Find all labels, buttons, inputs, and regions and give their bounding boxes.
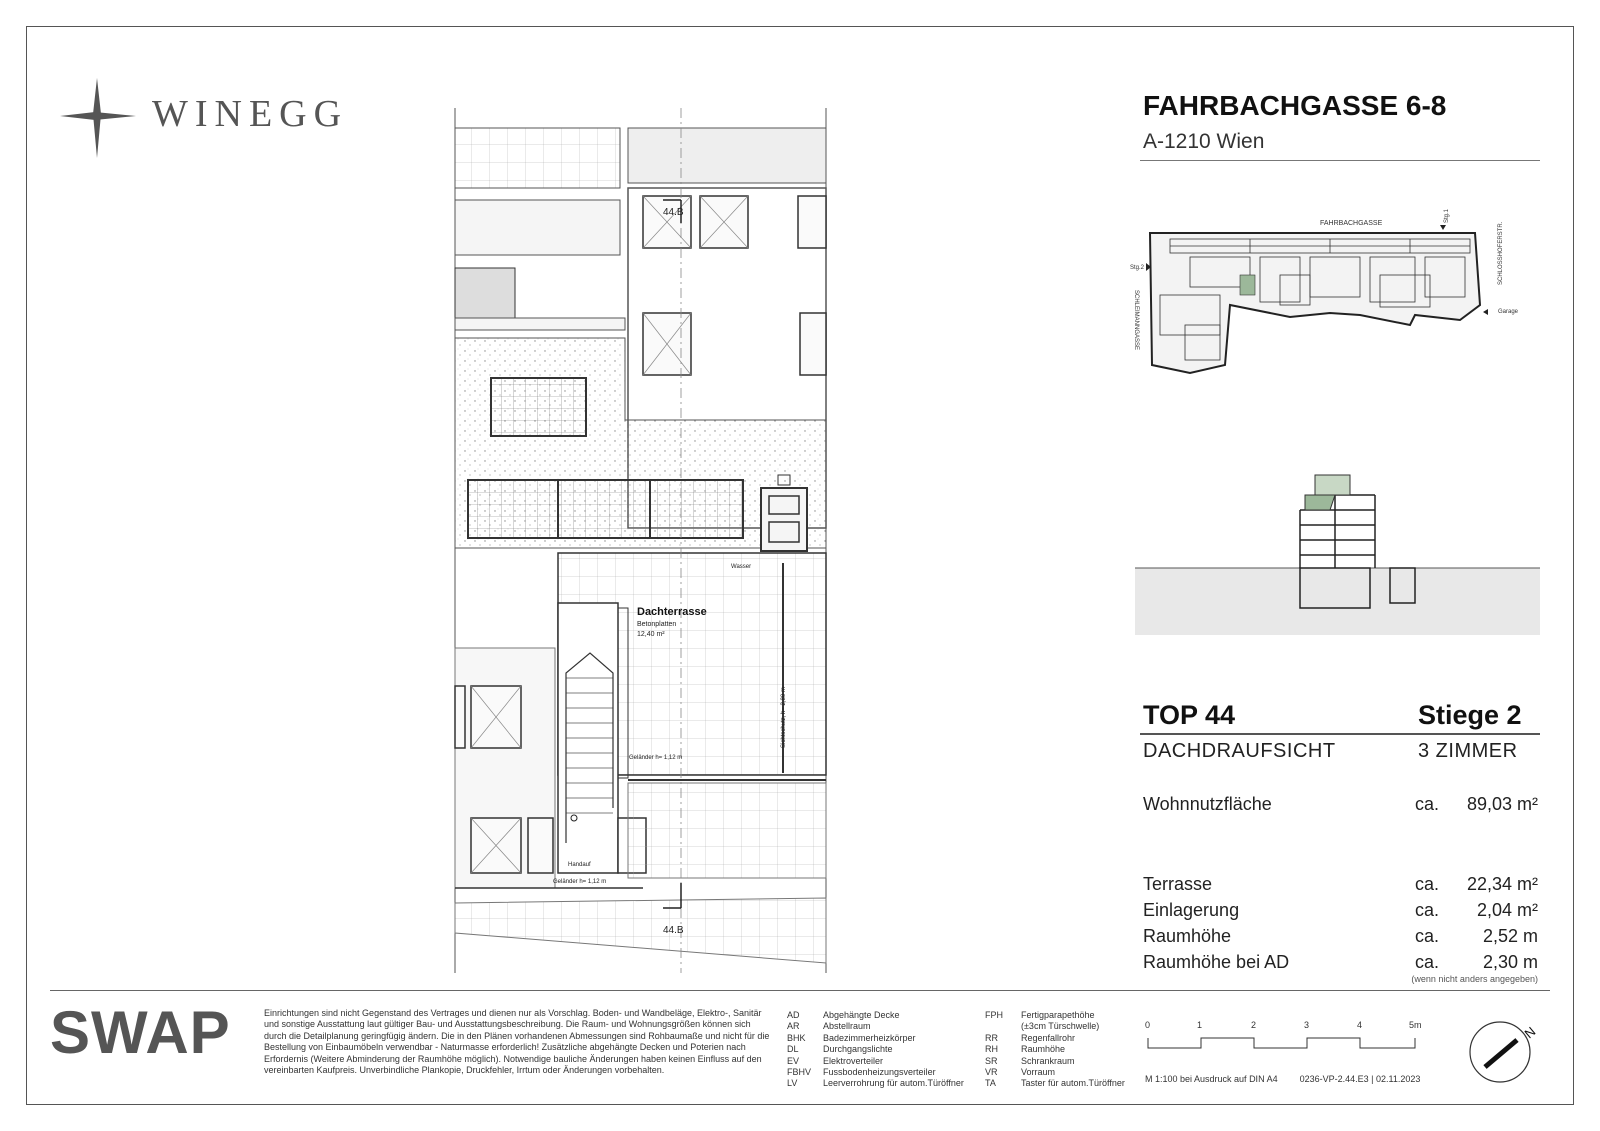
- site-plan: [1130, 205, 1540, 405]
- swap-logo: SWAP: [50, 999, 231, 1066]
- handrail-label: Handauf: [568, 862, 591, 868]
- scale-tick: 0: [1145, 1020, 1151, 1030]
- scale-tick: 3: [1304, 1020, 1310, 1030]
- terrace-name: Dachterrasse: [637, 606, 707, 618]
- scale-text: M 1:100 bei Ausdruck auf DIN A4: [1145, 1074, 1278, 1084]
- scale-tick: 5m: [1409, 1020, 1422, 1030]
- winegg-star-logo-icon: [60, 78, 140, 158]
- stair2-label: Stg.2: [1130, 265, 1145, 271]
- project-title: FAHRBACHGASSE 6-8: [1143, 90, 1447, 121]
- railing-label-2: Geländer h= 1,12 m: [553, 879, 607, 885]
- north-label: N: [1521, 1023, 1539, 1042]
- disclaimer: Einrichtungen sind nicht Gegenstand des Vertrages und dienen nur als Vorschlag. Boden- und Wandbeläge, Elektro-, Sanitär und sonstige Ausstattung laut gültiger Bau- und Ausstattungsbeschreibung. Die Raum- und Wohnungsgrößen können sich durch die Detailplanung geringfügig ändern. Die in den Plänen vorhandenen Abmessungen sind Rohbaumaße und nicht für die Bestellung von Einbaumöbeln verwendbar - Naturmasse erforderlich! Zusätzliche abgehängte Decken und Poterien nach Erfordernis (Weitere Abminderung der Raumhöhe möglich). Notwendige bauliche Änderungen haben keinen Einfluss auf den vereinbarten Kaufpreis. Unverbindliche Plankopie, Druckfehler, Irrtum oder Änderungen vorbehalten.: [264, 1008, 770, 1076]
- railing-label-1: Geländer h= 1,12 m: [629, 755, 683, 761]
- area-row-storage: Einlagerung ca. 2,04 m²: [1143, 900, 1538, 920]
- footer-divider: [50, 990, 1550, 991]
- roof-plan: [453, 108, 828, 973]
- area-row-living: Wohnnutzfläche ca. 89,03 m²: [1143, 794, 1538, 814]
- divider: [1140, 160, 1540, 161]
- garage-label: Garage: [1498, 309, 1519, 315]
- stair1-label: Stg.1: [1444, 208, 1450, 223]
- view-name: DACHDRAUFSICHT: [1143, 740, 1336, 762]
- terrace-material: Betonplatten: [637, 621, 677, 628]
- area-row-room-height: Raumhöhe ca. 2,52 m: [1143, 926, 1538, 946]
- abbreviations-col2: FPH Fertigparapethöhe (±3cm Türschwelle) RR Regenfallrohr RH Raumhöhe SR Schrankraum VR Vorraum TA Taster für autom.Türöffner: [985, 1010, 1125, 1089]
- scale-tick: 2: [1251, 1020, 1257, 1030]
- street-label-left: SCHLEIMANNGASSE: [1133, 290, 1139, 351]
- divider: [1140, 733, 1540, 735]
- scale-tick: 4: [1357, 1020, 1363, 1030]
- scale-tick: 1: [1197, 1020, 1203, 1030]
- scale-info: [1145, 1074, 1420, 1084]
- street-label-top: FAHRBACHGASSE: [1320, 220, 1383, 227]
- area-row-terrace: Terrasse ca. 22,34 m²: [1143, 874, 1538, 894]
- terrace-area: 12,40 m²: [637, 631, 665, 638]
- street-label-right: SCHLOSSHOFERSTR.: [1498, 221, 1504, 285]
- footnote: (wenn nicht anders angegeben): [1411, 974, 1538, 984]
- abbreviations-col1: AD Abgehängte Decke AR Abstellraum BHK Badezimmerheizkörper DL Durchgangslichte EV Elektroverteiler FBHV Fussbodenheizungsverteiler LV Leerverrohrung für autom.Türöffner: [787, 1010, 964, 1089]
- unit-number: TOP 44: [1143, 700, 1236, 730]
- area-row-room-height-ad: Raumhöhe bei AD ca. 2,30 m: [1143, 952, 1538, 972]
- winegg-logo: WINEGG: [152, 93, 349, 135]
- north-arrow-icon: [1465, 1012, 1545, 1092]
- room-count: 3 ZIMMER: [1418, 740, 1518, 762]
- document-reference: 0236-VP-2.44.E3 | 02.11.2023: [1299, 1074, 1421, 1084]
- staircase-number: Stiege 2: [1418, 700, 1522, 730]
- scale-bar: [1145, 1018, 1425, 1058]
- building-section: [1135, 470, 1540, 635]
- privacy-screen-label: Sichtschutz, h= 2,80 m: [781, 687, 787, 748]
- project-address: A-1210 Wien: [1143, 130, 1265, 153]
- water-label: Wasser: [731, 564, 752, 570]
- section-mark-bottom: 44.B: [663, 925, 684, 936]
- section-mark-top: 44.B: [663, 207, 684, 218]
